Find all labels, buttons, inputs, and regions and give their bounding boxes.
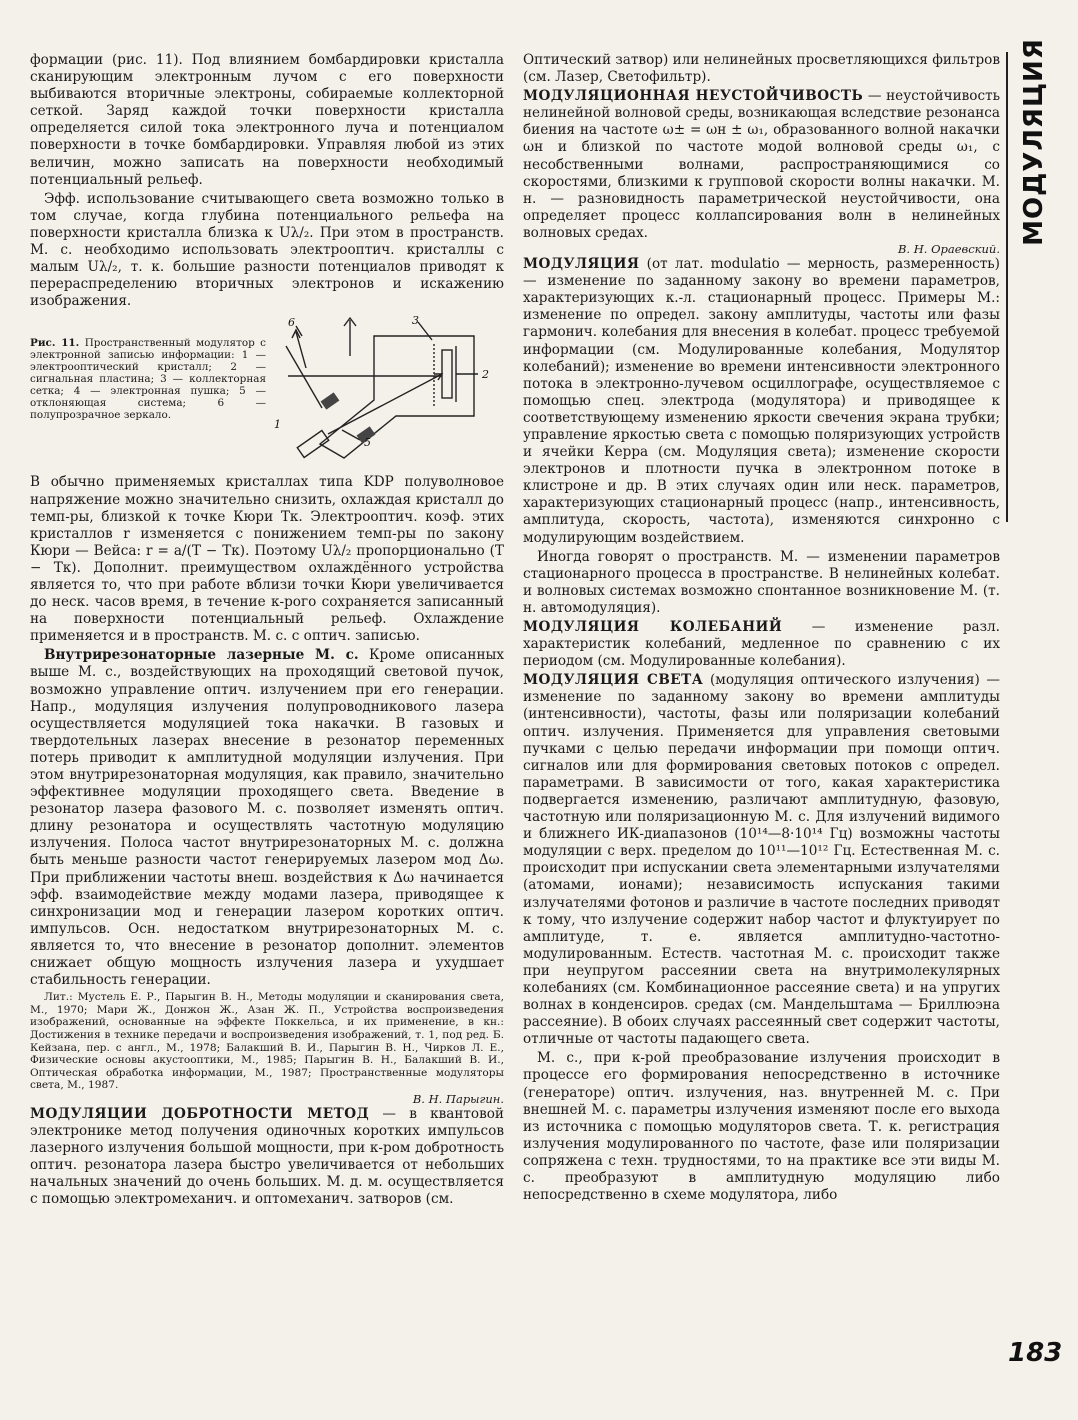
entry-headword: МОДУЛЯЦИЯ СВЕТА <box>523 672 704 689</box>
entry-headword: МОДУЛЯЦИОННАЯ НЕУСТОЙЧИВОСТЬ <box>523 88 864 105</box>
figure-label-2: 2 <box>482 368 489 382</box>
paragraph: В обычно применяемых кристаллах типа KDP полуволновое напряжение можно значительно снизить, охлаждая кристалл до темп-ры, близкой к точке Кюри Tк. Электрооптич. коэф. этих кристаллов r изменяется с понижением темп-ры по закону Кюри — Вейса: r = a/(T − Tк). Поэтому Uλ/₂ пропорционально (T − Tк). Дополнит. преимуществом охлаждённого устройства является то, что при работе вблизи точки Кюри увеличивается до неск. часов время, в течение к-рого сохраняется записанный на поверхности потенциальный рельеф. Охлаждение применяется и в пространств. М. с. с оптич. записью. <box>30 474 504 645</box>
paragraph: формации (рис. 11). Под влиянием бомбардировки кристалла сканирующим электронным лучом с его поверхности выбиваются вторичные электроны, собираемые коллекторной сеткой. Заряд каждой точки поверхности кристалла определяется силой тока электронного луча и потенциалом поверхности в точке бомбардировки. Управляя любой из этих величин, можно записать на поверхности необходимый потенциальный рельеф. <box>30 52 504 188</box>
figure-caption <box>30 316 266 421</box>
running-head <box>1014 38 1054 246</box>
figure-label-1: 1 <box>274 418 281 432</box>
deflection-coil-upper <box>321 393 340 410</box>
figure-caption-label: Рис. 11. <box>30 337 80 350</box>
entry <box>523 256 1000 547</box>
semitransparent-mirror <box>286 346 322 408</box>
entry-text: (модуляция оптического излучения) — изменение по заданному закону во времени амплитуды (интенсивности), частоты, фазы или поляризации колебаний оптич. излучения. Применяется для управления световыми пучками с целью передачи информации при помощи оптич. сигналов или для формирования световых потоков с определ. параметрами. В зависимости от того, какая характеристика подвергается изменению, различают амплитудную, фазовую, частотную или поляризационную М. с. Для излучений видимого и ближнего ИК-диапазонов (10¹⁴—8·10¹⁴ Гц) возможны частоты модуляции с верх. пределом до 10¹¹—10¹² Гц. Естественная М. с. происходит при испускании света элементарными излучателями (атомами, ионами); независимость испускания такими излучателями фотонов и различие в частоте последних приводят к тому, что излучение содержит набор частот и флуктуирует по амплитуде, т. е. является амплитудно-частотно-модулированным. Естеств. частотная М. с. происходит также при неупругом рассеянии света на внутримолекулярных колебаниях (см. Комбинационное рассеяние света) и на упругих волнах в конденсиров. средах (см. Мандельштама — Бриллюэна рассеяние). В обоих случаях рассеянный свет содержит частоты, отличные от частоты падающего света. <box>523 672 1000 1048</box>
entry-headword: МОДУЛЯЦИЯ <box>523 256 640 273</box>
paragraph: Эфф. использование считывающего света возможно только в том случае, когда глубина потенциального рельефа на поверхности кристалла близка к Uλ/₂. При этом в пространств. М. с. необходимо использовать электрооптич. кристаллы с малым Uλ/₂, т. к. большие разности потенциалов приводят к перераспределению вторичных электронов и искажению изображения. <box>30 190 504 310</box>
page-number: 183 <box>1008 1338 1063 1368</box>
author-signature: В. Н. Парыгин. <box>412 1091 504 1106</box>
subsection-heading: Внутрирезонаторные лазерные М. с. <box>44 647 359 664</box>
entry-headword: МОДУЛЯЦИЯ КОЛЕБАНИЙ <box>523 619 783 635</box>
running-head-text: МОДУЛЯЦИЯ <box>1019 38 1049 246</box>
right-column <box>523 52 1000 1206</box>
entry-text: — неустойчивость нелинейной волновой среды, возникающая вследствие резонанса биения на частоте ω± = ωн ± ω₁, образованного волной накачки ωн и близкой по частоте модой волновой среды ω₁, с несобственными волнами, распространяющимися со скоростями, близкими к групповой скорости волны накачки. М. н. — разновидность параметрической неустойчивости, она определяет процесс коллапсирования волн в нелинейных волновых средах. <box>523 88 1000 241</box>
modulator-diagram <box>266 316 500 466</box>
figure-11 <box>30 316 504 466</box>
paragraph: М. с., при к-рой преобразование излучения происходит в процессе его формирования непосредственно в источнике (генераторе) оптич. излучения, наз. внутренней М. с. При внешней М. с. параметры излучения изменяют после его выхода из источника с помощью модуляторов света. Т. к. регистрация излучения модулированного по частоте, фазе или поляризации сопряжена с техн. трудностями, то на практике все эти виды М. с. преобразуют в амплитудную модуляцию либо непосредственно в схеме модулятора, либо <box>523 1050 1000 1204</box>
entry <box>523 619 1000 670</box>
entry-text: (от лат. modulatio — мерность, размеренность) — изменение по заданному закону во времени параметров, характеризующих к.-л. стационарный процесс. Примеры М.: изменение по определ. закону амплитуды, частоты или фазы гармонич. колебания для внесения в колебат. процесс требуемой информации (см. Модулированные колебания, Модулятор колебаний); изменение во времени интенсивности электронного потока в электронно-лучевом осциллографе, осуществляемое с помощью спец. электрода (модулятора) и приводящее к соответствующему изменению яркости свечения экрана трубки; управление яркостью света с помощью поляризующих устройств и ячейки Керра (см. Модуляция света); изменение скорости электронов и плотности пучка в электронном потоке в клистроне и др. В этих случаях один или неск. параметров, характеризующих стационарный процесс (напр., интенсивность, амплитуда, скорость, частота), изменяются синхронно с модулирующим воздействием. <box>523 256 1000 546</box>
leader-3 <box>418 322 432 340</box>
paragraph <box>30 647 504 989</box>
paragraph: Иногда говорят о пространств. М. — изменении параметров стационарного процесса в пространстве. В нелинейных колебат. и волновых системах возможно спонтанное возникновение М. (т. н. автомодуляция). <box>523 548 1000 616</box>
author-signature: В. Н. Ораевский. <box>897 242 1000 257</box>
figure-label-6: 6 <box>288 316 295 330</box>
paragraph: Оптический затвор) или нелинейных просветляющихся фильтров (см. Лазер, Светофильтр). <box>523 52 1000 86</box>
electrooptic-crystal <box>442 350 452 398</box>
entry <box>523 88 1000 242</box>
left-column <box>30 52 504 1211</box>
paragraph-text: Кроме описанных выше М. с., воздействующих на проходящий световой пучок, возможно управление оптич. излучением при его генерации. Напр., модуляция излучения полупроводникового лазера осуществляется модуляцией тока накачки. В газовых и твердотельных лазерах внесение в резонатор переменных потерь приводит к амплитудной модуляции излучения. При этом внутрирезонаторная модуляция, как правило, значительно эффективнее модуляции проходящего света. Введение в резонатор лазера фазового М. с. позволяет изменять оптич. длину резонатора и осуществлять частотную модуляцию излучения. Полоса частот внутрирезонаторных М. с. должна быть меньше разности частот генерируемых лазером мод Δω. При приближении частоты внеш. воздействия к Δω начинается эфф. взаимодействие между модами лазера, приводящее к синхронизации мод и генерации лазером коротких оптич. импульсов. Осн. недостатком внутрирезонаторных М. с. является то, что внесение в резонатор дополнит. элементов снижает общую мощность излучения лазера и ухудшает стабильность генерации. <box>30 647 504 989</box>
figure-label-5: 5 <box>364 436 371 450</box>
figure-label-3: 3 <box>412 316 419 328</box>
electron-gun <box>297 431 328 458</box>
figure-caption-text: Пространственный модулятор с электронной записью информации: 1 — электрооптический кристалл; 2 — сигнальная пластина; 3 — коллекторная сетка; 4 — электронная пушка; 5 — отклоняющая система; 6 — полупрозрачное зеркало. <box>30 337 266 421</box>
reflected-ray <box>296 332 306 368</box>
entry-text: — изменение разл. характеристик колебаний, медленное по сравнению с их периодом (см. Модулированные колебания). <box>523 619 1000 670</box>
entry <box>30 1106 504 1209</box>
entry-headword: МОДУЛЯЦИИ ДОБРОТНОСТИ МЕТОД <box>30 1105 370 1122</box>
references: Лит.: Мустель Е. Р., Парыгин В. Н., Методы модуляции и сканирования света, М., 1970; Мари Ж., Донжон Ж., Азан Ж. П., Устройства воспроизведения изображений, основанные на эффекте Поккельса, и их применение, в кн.: Достижения в технике передачи и воспроизведения изображений, т. 1, под ред. Б. Кейзана, пер. с англ., М., 1978; Балакший В. И., Парыгин В. Н., Чирков Л. Е., Физические основы акустооптики, М., 1985; Парыгин В. Н., Балакший В. И., Оптическая обработка информации, М., 1987; Пространственные модуляторы света, М., 1987. <box>30 991 504 1092</box>
entry <box>523 672 1000 1048</box>
entry-text: — в квантовой электронике метод получения одиночных коротких импульсов лазерного излучения большой мощности, при к-ром добротность оптич. резонатора лазера быстро увеличивается от небольших начальных значений до очень больших. М. д. м. осуществляется с помощью электромеханич. и оптомеханич. затворов (см. <box>30 1105 504 1208</box>
side-rule <box>1006 52 1008 522</box>
